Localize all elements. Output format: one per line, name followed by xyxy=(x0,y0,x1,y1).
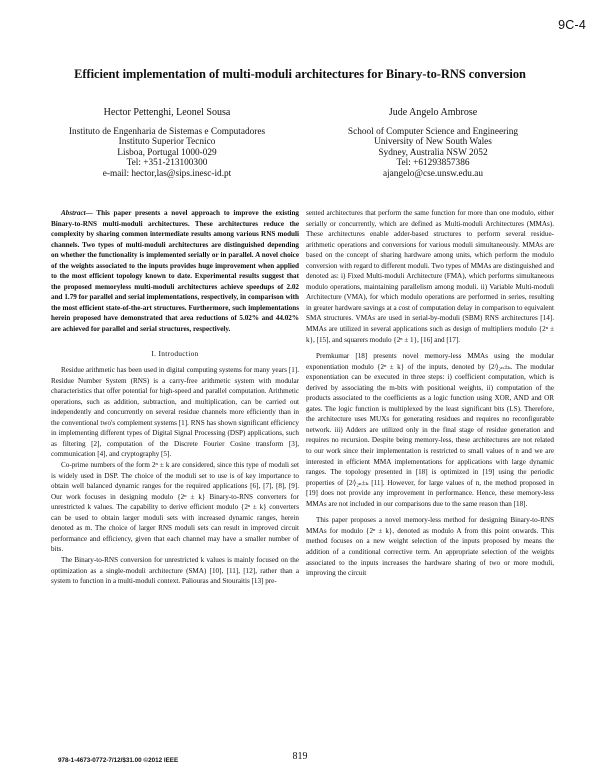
paper-title: Efficient implementation of multi-moduli architectures for Binary-to-RNS conversion xyxy=(74,67,526,81)
isbn-footer: 978-1-4673-0772-7/12/$31.00 ©2012 IEEE xyxy=(58,757,179,764)
session-badge: 9C-4 xyxy=(558,18,586,32)
left-column xyxy=(51,208,299,587)
page-number: 819 xyxy=(292,751,308,762)
paragraph: The Binary-to-RNS conversion for unrestricted k values is mainly focused on the optimization as a single-moduli architecture (SMA) [10], [11], [12], rather than a system to function in a multi-moduli context. Paliouras and Stouraitis [13] pre- xyxy=(51,555,299,586)
section-heading: I. Introduction xyxy=(151,348,199,358)
affiliation-line: Sydney, Australia NSW 2052 xyxy=(378,147,488,158)
affiliation-email: ajangelo@cse.unsw.edu.au xyxy=(382,168,484,179)
affiliation-line: School of Computer Science and Engineering xyxy=(347,126,519,137)
paragraph: sented architectures that perform the same function for more than one modulo, either serially or concurrently, which are defined as Multi-moduli Architectures (MMAs). These architectures enable adder-based structures to perform several residue-arithmetic operations and conversions for various moduli simultaneously. MMAs are based on the concept of sharing hardware among units, which perform the modulo conversion with regard to different moduli. Two types of MMAs are distinguished and denoted as: i) Fixed Multi-moduli Architecture (FMA), which performs simultaneous modulo operations, maintaining parallelism among moduli. ii) Variable Multi-moduli Architecture (VMA), for which modulo operations are performed in series, resulting in greater hardware savings at a cost of computation delay in comparison to equivalent SMA structures. VMAs are used in serial-by-moduli (SBM) RNS architectures [14]. MMAs are utilized in several applications such as design of multipliers modulo {2ⁿ ± k}, [15], and squarers modulo {2ⁿ ± 1}, [16] and [17]. xyxy=(306,209,554,344)
affiliation-line: University of New South Wales xyxy=(374,137,492,147)
paragraph: Co-prime numbers of the form 2ⁿ ± k are considered, since this type of moduli set is widely used in DSP. The choice of the moduli set to use is of key importance to obtain well balanced dynamic ranges for the required applications [6], [7], [8], [9]. Our work focuses in designing modulo {2ⁿ ± k} Binary-to-RNS converters for unrestricted k values. The capability to derive efficient modulo {2ⁿ ± k} converters can be used to obtain larger moduli sets with increased dynamic ranges, herein denoted as m. The choice of larger RNS moduli sets can result in improved circuit performance and efficiency, given that each channel may have a smaller number of bits. xyxy=(51,461,299,554)
author-names: Jude Angelo Ambrose xyxy=(388,107,478,118)
abstract-label: Abstract— xyxy=(61,209,93,217)
affiliation-line: Tel: +351-213100300 xyxy=(126,158,208,168)
paragraph: Residue arithmetic has been used in digital computing systems for many years [1]. Residue Number System (RNS) is a carry-free arithmetic system with modular characteristics that offer potential for high-speed and parallel computation. Arithmetic operations, such as addition, subtraction, and multiplication, can be carried out independently and concurrently on several residue channels more efficiently than in the conventional two's complement systems [1]. RNS has shown significant efficiency in implementing different types of Digital Signal Processing (DSP) applications, such as filtering [2], computation of the Discrete Fourier Cosine transform [3], communication [4], and cryptography [5]. xyxy=(51,366,299,459)
paragraph: Premkumar [18] presents novel memory-less MMAs using the modular exponentiation modulo {2ⁿ ± k} of the inputs, denoted by ⟨2ʲ⟩₂ₙ±ₖ. The modular exponentiation can be executed in three steps: i) coefficient computation, which is derived by associating the m-bits with positional weights, ii) computation of the products associated to the coefficients as a logic function using XOR, AND and OR gates. The logic function is multiplexed by the least significant bits (LS). Therefore, the architecture uses MUXs for generating residues and requires no reconfigurable network. iii) Adders are utilized only in the final stage of residue generation and requires no recursion. Despite being memory-less, these architectures are not related to our work since their implementation is restricted to small values of n and we are interested in efficient MMA implementations for applications with large dynamic ranges. The topology presented in [18] is optimized in [19] using the periodic properties of ⟨2ʲ⟩₂ₙ±ₖ [11]. However, for large values of n, the method proposed in [19] does not provide any improvement in performance. Hence, these memory-less MMAs are not included in our comparisons due to the same reason than [18]. xyxy=(306,352,554,508)
right-column xyxy=(306,208,554,579)
author-names: Hector Pettenghi, Leonel Sousa xyxy=(103,107,231,118)
paragraph: This paper proposes a novel memory-less method for designing Binary-to-RNS MMAs for modulo {2ⁿ ± k}, denoted as modulo A from this point onwards. This method focuses on a new weight selection of the inputs proposed by means the addition of a conditional corrective term. An appropriate selection of the weights associated to the inputs increases the hardware sharing of two or more moduli, improving the circuit xyxy=(306,516,554,578)
affiliation-line: Instituto Superior Tecnico xyxy=(118,137,216,147)
abstract-text: This paper presents a novel approach to improve the existing Binary-to-RNS multi-moduli architectures. These architectures reduce the complexity by sharing common intermediate results among various RNS moduli channels. Two types of multi-moduli architectures are distinguished depending on whether the functionality is implemented serially or in parallel. A novel choice of the weights associated to the inputs provides huge improvement when applied to the most efficient topology known to date. Experimental results suggest that the proposed memoryless multi-moduli architectures achieve speedups of 2.02 and 1.79 for parallel and serial implementations, respectively, in comparison with the most efficient state-of-the-art structures. Furthermore, such implementations herein proposed have demonstrated that area reductions of 5.02% and 44.02% are achieved for parallel and serial structures, respectively. xyxy=(51,209,299,334)
affiliation-line: Lisboa, Portugal 1000-029 xyxy=(117,147,217,158)
affiliation-line: Tel: +61293857386 xyxy=(396,158,470,168)
abstract xyxy=(51,208,299,335)
author-block-1 xyxy=(52,108,282,179)
author-block-2 xyxy=(318,108,548,179)
affiliation-email: e-mail: hector,las@sips.inesc-id.pt xyxy=(102,168,232,179)
affiliation-line: Instituto de Engenharia de Sistemas e Computadores xyxy=(68,126,266,137)
